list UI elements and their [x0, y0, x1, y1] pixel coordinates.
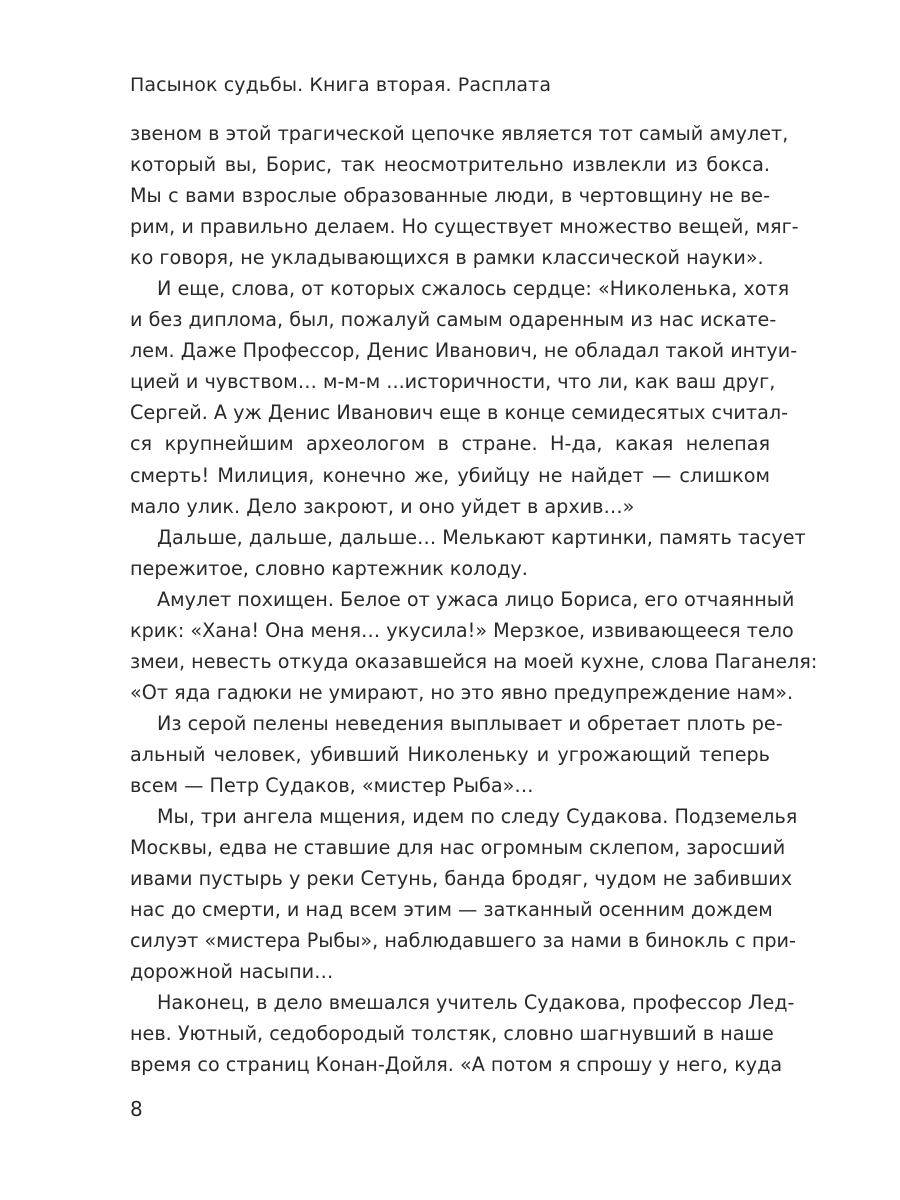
text-line: и без диплома, был, пожалуй самым одаренным из нас искате- [130, 308, 777, 332]
text-line: звеном в этой трагической цепочке является тот самый амулет, [130, 122, 789, 145]
paragraph-first-line: Из серой пелены неведения выплывает и обретает плоть ре- [157, 711, 783, 735]
text-line: ко говоря, не укладывающихся в рамки классической науки». [130, 246, 764, 270]
text-line: который вы, Борис, так неосмотрительно извлекли из бокса. [130, 153, 770, 177]
text-line: ивами пустырь у реки Сетунь, банда бродяг, чудом не забивших [130, 867, 793, 891]
paragraph-first-line: Дальше, дальше, дальше… Мелькают картинки, память тасует [157, 525, 806, 549]
text-line: нас до смерти, и над всем этим — затканный осенним дождем [130, 898, 773, 922]
text-line: силуэт «мистера Рыбы», наблюдавшего за нами в бинокль с при- [130, 929, 796, 953]
text-line: мало улик. Дело закроют, и оно уйдет в архив…» [130, 494, 635, 518]
text-line: нев. Уютный, седобородый толстяк, словно шагнувший в наше [130, 1022, 774, 1046]
text-line: время со страниц Конан-Дойля. «А потом я спрошу у него, куда [130, 1053, 783, 1077]
text-line: всем — Петр Судаков, «мистер Рыба»… [130, 773, 534, 797]
text-line: дорожной насыпи… [130, 960, 334, 984]
text-line: крик: «Хана! Она меня… укусила!» Мерзкое, извивающееся тело [130, 618, 794, 642]
text-line: смерть! Милиция, конечно же, убийцу не найдет — слишком [130, 463, 770, 487]
paragraph-first-line: Наконец, в дело вмешался учитель Судакова, профессор Лед- [157, 991, 795, 1015]
text-line: «От яда гадюки не умирают, но это явно предупреждение нам». [130, 680, 794, 704]
text-line: ся крупнейшим археологом в стране. Н-да, какая нелепая [130, 432, 770, 456]
text-line: рим, и правильно делаем. Но существует множество вещей, мяг- [130, 215, 799, 239]
text-line: цией и чувством… м-м-м ...историчности, что ли, как ваш друг, [130, 370, 776, 394]
running-header: Пасынок судьбы. Книга вторая. Расплата [130, 74, 552, 96]
text-line: лем. Даже Профессор, Денис Иванович, не обладал такой интуи- [130, 339, 798, 363]
body-text [130, 118, 818, 1080]
page-number: 8 [130, 1097, 143, 1121]
text-line: Мы с вами взрослые образованные люди, в чертовщину не ве- [130, 184, 770, 208]
text-line: Москвы, едва не ставшие для нас огромным склепом, заросший [130, 836, 786, 860]
text-line: альный человек, убивший Николеньку и угрожающий теперь [130, 742, 770, 766]
paragraph-first-line: Мы, три ангела мщения, идем по следу Судакова. Подземелья [157, 805, 798, 829]
text-line: Сергей. А уж Денис Иванович еще в конце семидесятых считал- [130, 401, 789, 425]
text-line: пережитое, словно картежник колоду. [130, 556, 528, 580]
paragraph-first-line: Амулет похищен. Белое от ужаса лицо Бориса, его отчаянный [157, 587, 795, 611]
text-line: змеи, невесть откуда оказавшейся на моей кухне, слова Паганеля: [130, 649, 818, 673]
paragraph-first-line: И еще, слова, от которых сжалось сердце: «Николенька, хотя [157, 277, 790, 301]
